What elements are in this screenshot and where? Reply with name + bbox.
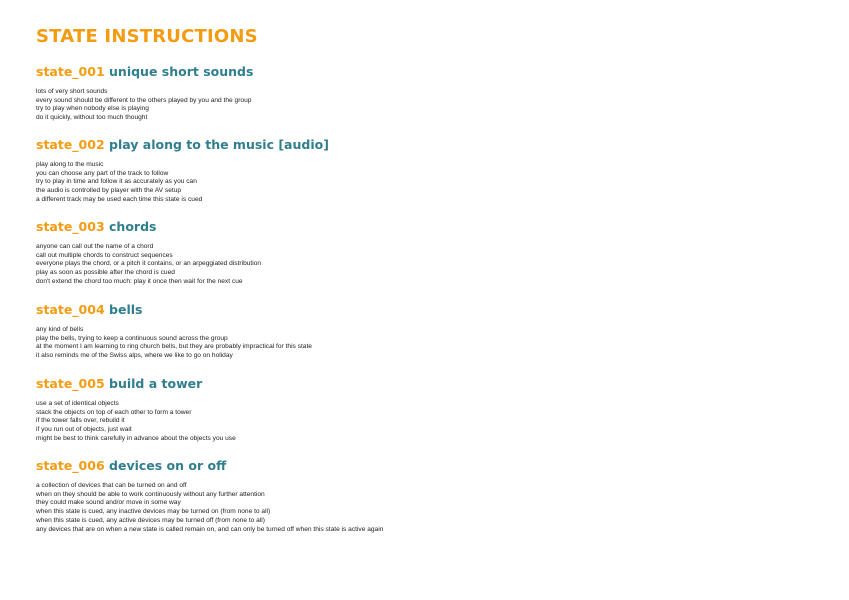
state-heading	[36, 458, 383, 473]
instruction-line: a collection of devices that can be turned on and off	[36, 482, 187, 489]
instruction-line: at the moment I am learning to ring church bells, but they are probably impractical for this state	[36, 343, 312, 351]
state-section-006	[36, 458, 383, 534]
instruction-line: the audio is controlled by player with the AV setup	[36, 187, 182, 195]
state-name: play along to the music [audio]	[109, 137, 329, 152]
state-id: state_003	[36, 219, 105, 234]
state-id: state_004	[36, 302, 105, 317]
state-name: build a tower	[109, 376, 203, 391]
instruction-line: when this state is cued, any inactive devices may be turned on (from none to all)	[36, 508, 271, 516]
state-section-005	[36, 376, 236, 444]
state-instructions	[36, 88, 253, 123]
instruction-line: might be best to think carefully in advance about the objects you use	[36, 434, 236, 442]
instruction-line: stack the objects on top of each other to form a tower	[36, 408, 192, 416]
state-name: unique short sounds	[109, 64, 254, 79]
state-heading	[36, 302, 312, 317]
state-instructions	[36, 326, 312, 361]
instruction-line: try to play when nobody else is playing	[36, 105, 149, 113]
instruction-line: call out multiple chords to construct sequences	[36, 251, 173, 259]
state-section-002	[36, 137, 329, 205]
instruction-line: they could make sound and/or move in some way	[36, 499, 181, 507]
state-id: state_005	[36, 376, 105, 391]
instruction-line: when on they should be able to work continuously without any further attention	[36, 490, 265, 498]
state-instructions	[36, 243, 261, 287]
instruction-line: use a set of identical objects	[36, 400, 119, 407]
instruction-line: if the tower falls over, rebuild it	[36, 417, 125, 425]
instruction-line: if you run out of objects, just wait	[36, 426, 132, 434]
state-id: state_001	[36, 64, 105, 79]
instruction-line: play along to the music	[36, 161, 104, 168]
instruction-line: lots of very short sounds	[36, 88, 108, 95]
document-page	[36, 26, 836, 533]
state-id: state_002	[36, 137, 105, 152]
state-id: state_006	[36, 458, 105, 473]
state-name: devices on or off	[109, 458, 227, 473]
instruction-line: anyone can call out the name of a chord	[36, 243, 154, 250]
state-heading	[36, 137, 329, 152]
state-section-001	[36, 64, 253, 123]
page-title: STATE INSTRUCTIONS	[36, 26, 258, 47]
state-name: bells	[109, 302, 143, 317]
instruction-line: try to play in time and follow it as accurately as you can	[36, 178, 197, 186]
state-heading	[36, 376, 236, 391]
state-section-004	[36, 302, 312, 361]
state-section-003	[36, 219, 261, 287]
instruction-line: when this state is cued, any active devices may be turned off (from none to all)	[36, 516, 265, 524]
state-name: chords	[109, 219, 157, 234]
instruction-line: it also reminds me of the Swiss alps, where we like to go on holiday	[36, 352, 233, 360]
instruction-line: don't extend the chord too much: play it once then wait for the next cue	[36, 277, 243, 285]
state-instructions	[36, 161, 329, 205]
instruction-line: a different track may be used each time this state is cued	[36, 195, 203, 203]
instruction-line: any kind of bells	[36, 326, 84, 333]
instruction-line: everyone plays the chord, or a pitch it contains, or an arpeggiated distribution	[36, 260, 262, 268]
instruction-line: you can choose any part of the track to follow	[36, 169, 169, 177]
state-instructions	[36, 400, 236, 444]
state-heading	[36, 64, 253, 79]
instruction-line: play the bells, trying to keep a continuous sound across the group	[36, 334, 228, 342]
state-heading	[36, 219, 261, 234]
instruction-line: do it quickly, without too much thought	[36, 114, 148, 122]
instruction-line: any devices that are on when a new state is called remain on, and can only be turned off when this state is active again	[36, 525, 384, 533]
state-instructions	[36, 482, 383, 534]
instruction-line: every sound should be different to the others played by you and the group	[36, 96, 252, 104]
instruction-line: play as soon as possible after the chord is cued	[36, 269, 175, 277]
